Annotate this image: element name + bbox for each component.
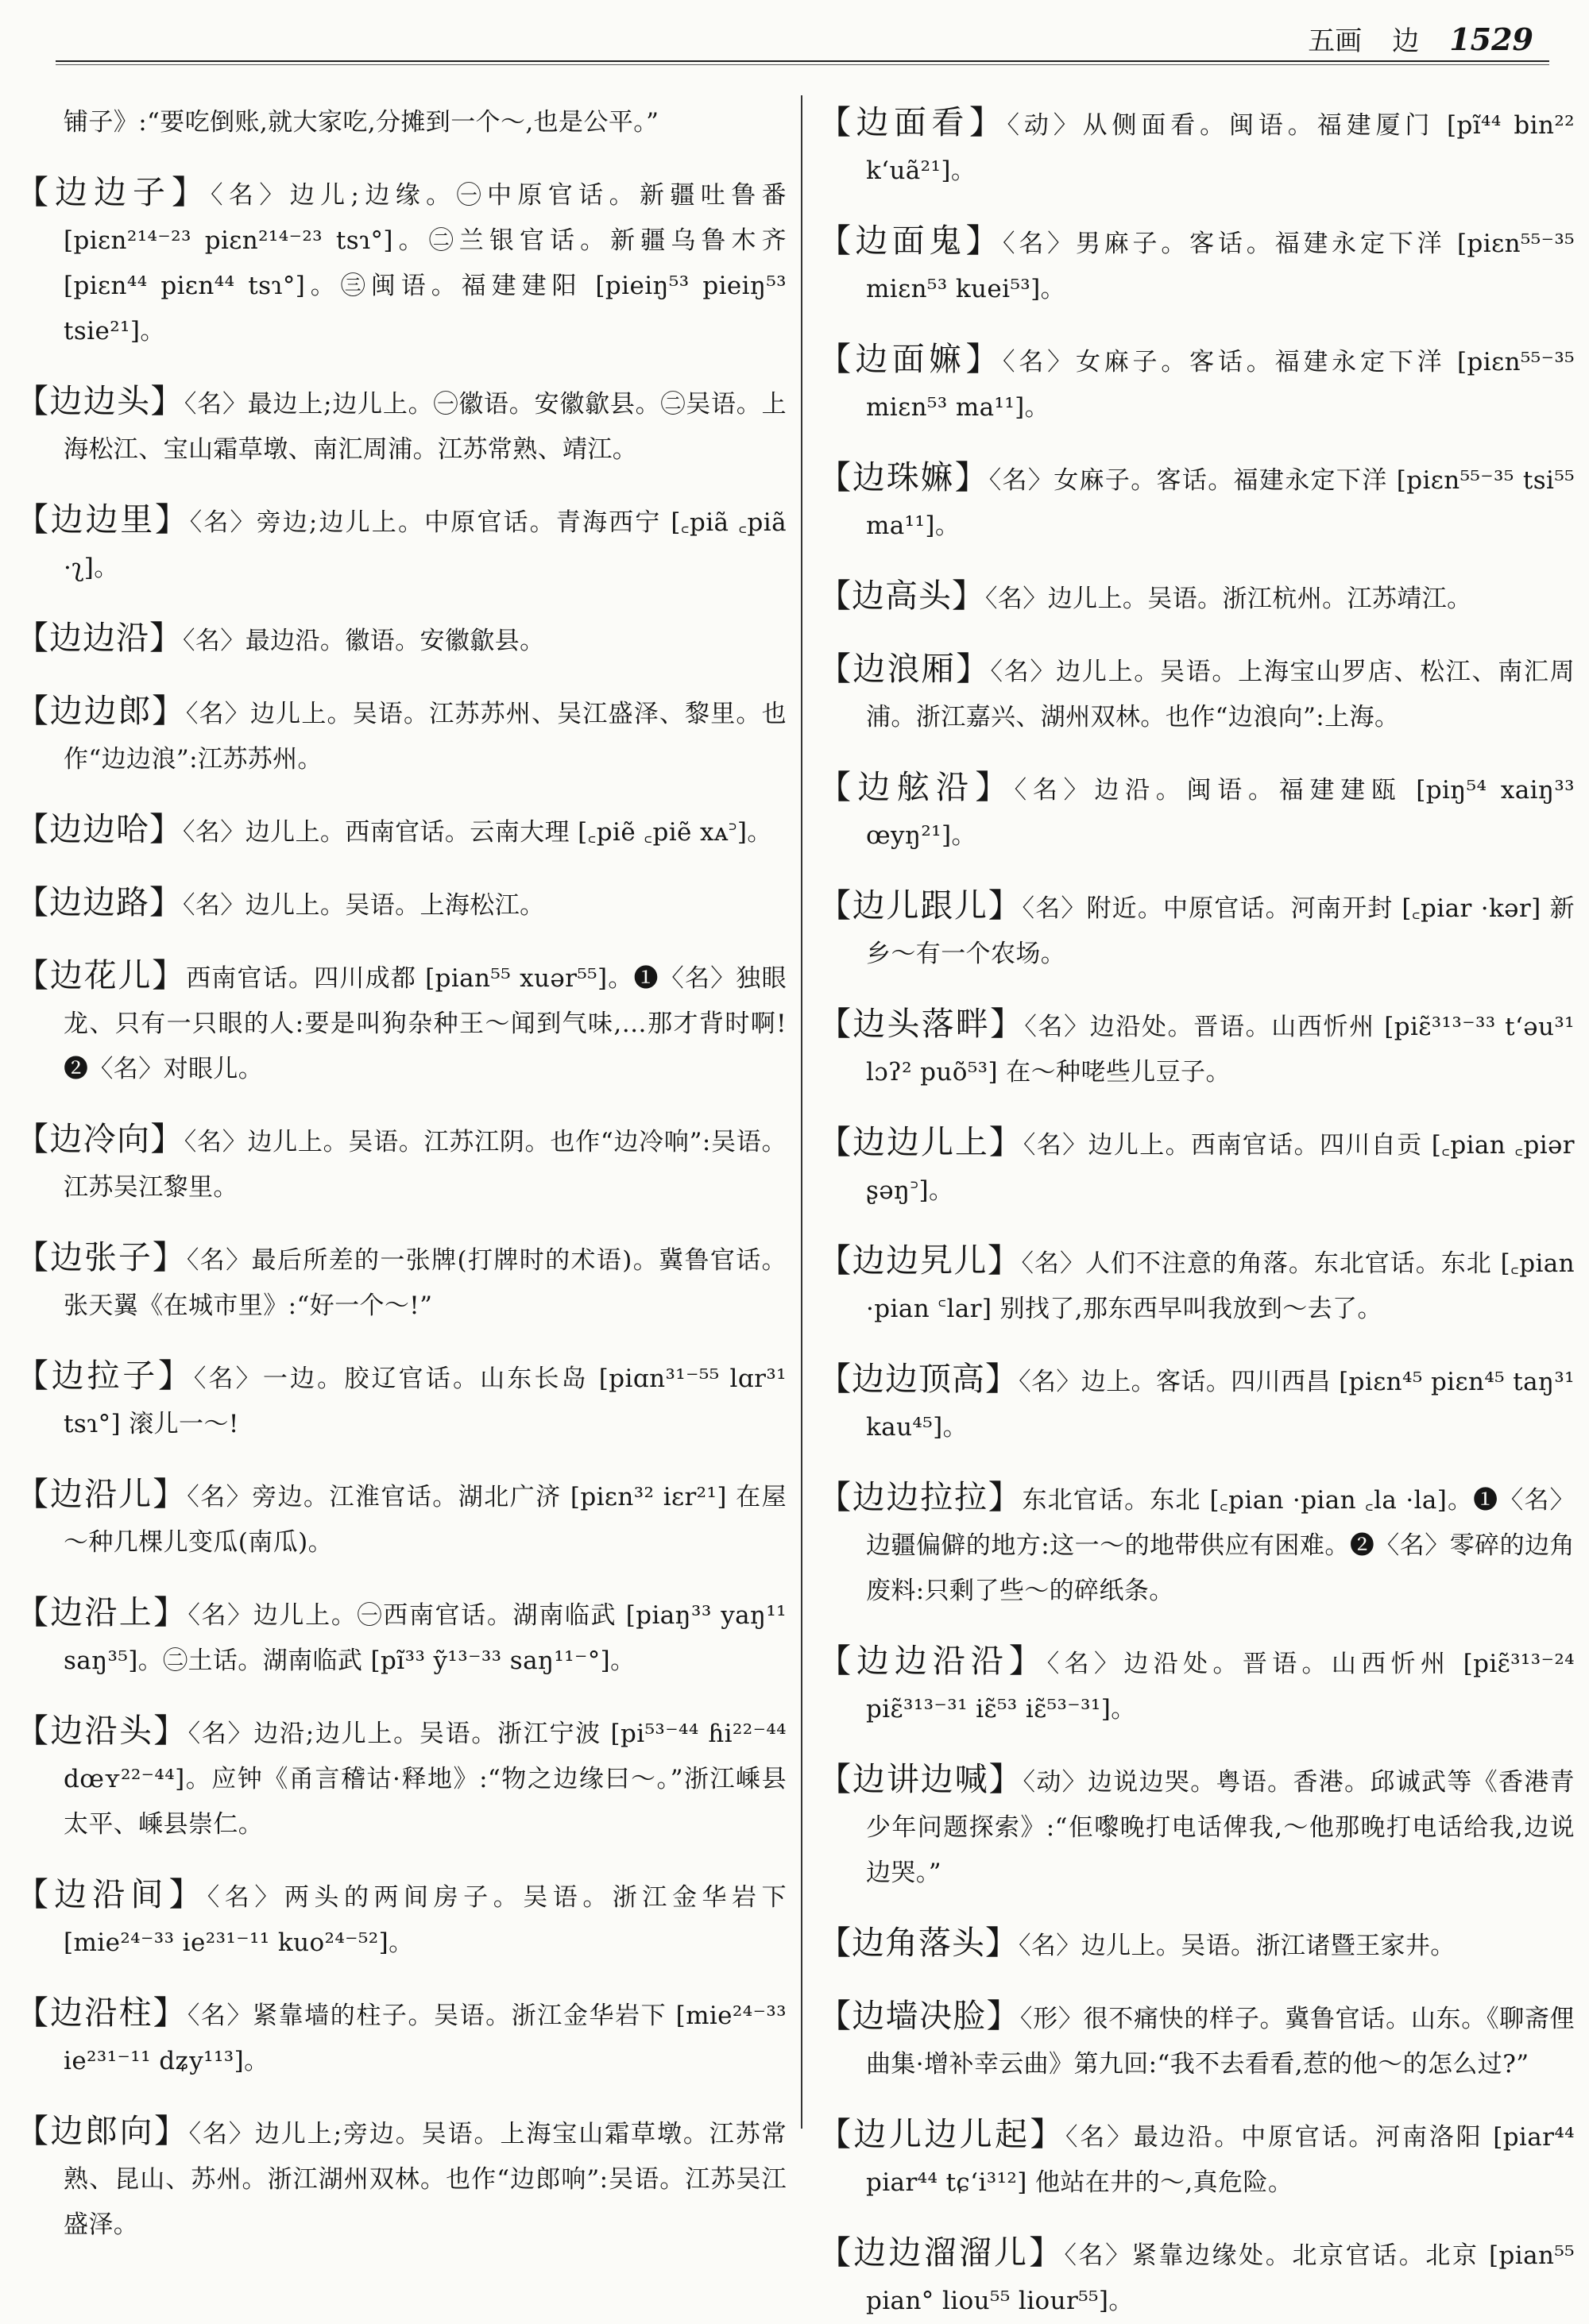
entry-headword: 【边边子】 [16,173,211,211]
dictionary-entry: 【边郎向】〈名〉边儿上;旁边。吴语。上海宝山霜草墩。江苏常熟、昆山、苏州。浙江湖州双林。也作“边郎响”:吴语。江苏吴江盛泽。 [16,2112,787,2239]
right-column [818,75,1575,2315]
entry-headword: 【边浪厢】 [818,650,991,688]
entry-headword: 【边边旯儿】 [818,1241,1022,1280]
dictionary-entry: 【边边溜溜儿】〈名〉紧靠边缘处。北京官话。北京 [pian⁵⁵ pian° liou⁵⁵ liour⁵⁵]。 [818,2233,1575,2315]
entry-headword: 【边面鬼】 [818,222,1003,260]
dictionary-entry: 【边边头】〈名〉最边上;边儿上。㊀徽语。安徽歙县。㊁吴语。上海松江、宝山霜草墩、南汇周浦。江苏常熟、靖江。 [16,382,787,464]
dictionary-entry: 【边边路】〈名〉边儿上。吴语。上海松江。 [16,883,545,921]
dictionary-entry: 【边珠嫲】〈名〉女麻子。客话。福建永定下洋 [piɛn⁵⁵⁻³⁵ tsi⁵⁵ ma¹¹]。 [818,458,1575,540]
dictionary-entry: 【边边拉拉】东北官话。东北 [꜀pian ·pian ꜀la ·la]。❶〈名〉边疆偏僻的地方:这一～的地带供应有困难。❷〈名〉零碎的边角废料:只剩了些～的碎纸条。 [818,1478,1575,1605]
left-column [16,75,787,2239]
dictionary-entry: 【边边沿】〈名〉最边沿。徽语。安徽歙县。 [16,619,545,657]
dictionary-entry: 【边沿柱】〈名〉紧靠墙的柱子。吴语。浙江金华岩下 [mie²⁴⁻³³ ie²³¹⁻¹¹ dʑy¹¹³]。 [16,1994,787,2075]
entry-headword: 【边边溜溜儿】 [818,2233,1065,2272]
entry-headword: 【边面嫲】 [818,340,1003,378]
dictionary-entry: 【边头落畔】〈名〉边沿处。晋语。山西忻州 [piɛ̃³¹³⁻³³ tʻəu³¹ lɔʔ² puõ⁵³] 在～种咾些儿豆子。 [818,1005,1575,1087]
dictionary-entry: 【边花儿】西南官话。四川成都 [pian⁵⁵ xuər⁵⁵]。❶〈名〉独眼龙、只有一只眼的人:要是叫狗杂种王～闻到气味,…那才背时啊!❷〈名〉对眼儿。 [16,956,787,1083]
dictionary-entry: 【边边顶高】〈名〉边上。客话。四川西昌 [piɛn⁴⁵ piɛn⁴⁵ taŋ³¹ kau⁴⁵]。 [818,1360,1575,1442]
header-rule-thin [56,64,1549,65]
entry-headword: 【边面看】 [818,103,1007,141]
dictionary-entry: 【边沿上】〈名〉边儿上。㊀西南官话。湖南临武 [piaŋ³³ yaŋ¹¹ saŋ³⁵]。㊁土话。湖南临武 [pĩ³³ ỹ¹³⁻³³ saŋ¹¹⁻°]。 [16,1593,787,1675]
entry-headword: 【边边拉拉】 [818,1478,1023,1516]
entry-headword: 【边儿跟儿】 [818,886,1023,925]
dictionary-entry: 【边浪厢】〈名〉边儿上。吴语。上海宝山罗店、松江、南汇周浦。浙江嘉兴、湖州双林。也作“边浪向”:上海。 [818,650,1575,732]
dictionary-entry: 【边面嫲】〈名〉女麻子。客话。福建永定下洋 [piɛn⁵⁵⁻³⁵ miɛn⁵³ ma¹¹]。 [818,340,1575,422]
head-character: 边 [1392,25,1420,57]
dictionary-entry: 【边拉子】〈名〉一边。胶辽官话。山东长岛 [piɑn³¹⁻⁵⁵ lɑr³¹ tsɿ°] 滚儿一～! [16,1357,787,1438]
dictionary-entry: 【边沿间】〈名〉两头的两间房子。吴语。浙江金华岩下 [mie²⁴⁻³³ ie²³¹⁻¹¹ kuo²⁴⁻⁵²]。 [16,1875,787,1957]
entry-headword: 【边花儿】 [16,956,187,994]
dictionary-entry: 【边舷沿】〈名〉边沿。闽语。福建建瓯 [piŋ⁵⁴ xaiŋ³³ œyŋ²¹]。 [818,768,1575,850]
entry-headword: 【边珠嫲】 [818,458,989,496]
entry-headword: 【边边路】 [16,883,183,921]
dictionary-entry: 【边沿头】〈名〉边沿;边儿上。吴语。浙江宁波 [pi⁵³⁻⁴⁴ ɦi²²⁻⁴⁴ dœʏ²²⁻⁴⁴]。应钟《甬言稽诂·释地》:“物之边缘曰～。”浙江嵊县太平、嵊县崇仁。 [16,1712,787,1839]
dictionary-entry: 【边高头】〈名〉边儿上。吴语。浙江杭州。江苏靖江。 [818,577,1472,615]
entry-headword: 【边张子】 [16,1238,187,1276]
dictionary-entry: 【边角落头】〈名〉边儿上。吴语。浙江诸暨王家井。 [818,1924,1456,1962]
entry-headword: 【边沿儿】 [16,1475,188,1513]
dictionary-entry: 【边边沿沿】〈名〉边沿处。晋语。山西忻州 [piɛ̃³¹³⁻²⁴ piɛ̃³¹³⁻³¹ iɛ̃⁵³ iɛ̃⁵³⁻³¹]。 [818,1642,1575,1724]
dictionary-entry: 【边讲边喊】〈动〉边说边哭。粤语。香港。邱诚武等《香港青少年问题探索》:“佢嚟晚打电话俾我,～他那晚打电话给我,边说边哭。” [818,1760,1575,1887]
dictionary-entry: 【边边哈】〈名〉边儿上。西南官话。云南大理 [꜀piẽ ꜀piẽ xᴀ꜄]。 [16,810,772,848]
entry-headword: 【边舷沿】 [818,768,1015,806]
dictionary-entry: 【边儿跟儿】〈名〉附近。中原官话。河南开封 [꜀piar ·kər] 新乡～有一个农场。 [818,886,1575,968]
entry-headword: 【边角落头】 [818,1924,1019,1962]
entry-headword: 【边边顶高】 [818,1360,1019,1398]
entry-headword: 【边拉子】 [16,1357,194,1395]
dictionary-entry: 【边面看】〈动〉从侧面看。闽语。福建厦门 [pĩ⁴⁴ bin²² kʻuã²¹]。 [818,103,1575,185]
dictionary-entry: 【边沿儿】〈名〉旁边。江淮官话。湖北广济 [piɛn³² iɛr²¹] 在屋～种几棵儿变瓜(南瓜)。 [16,1475,787,1557]
dictionary-entry: 【边边儿上】〈名〉边儿上。西南官话。四川自贡 [꜀pian ꜀piər ʂəŋ꜄]。 [818,1123,1575,1205]
entry-headword: 【边儿边儿起】 [818,2115,1065,2153]
entry-headword: 【边冷向】 [16,1120,184,1158]
dictionary-entry: 【边面鬼】〈名〉男麻子。客话。福建永定下洋 [piɛn⁵⁵⁻³⁵ miɛn⁵³ kuei⁵³]。 [818,222,1575,303]
entry-headword: 【边边沿】 [16,619,183,657]
entry-headword: 【边沿间】 [16,1875,207,1913]
dictionary-entry: 【边冷向】〈名〉边儿上。吴语。江苏江阴。也作“边冷响”:吴语。江苏吴江黎里。 [16,1120,787,1202]
dictionary-entry: 【边儿边儿起】〈名〉最边沿。中原官话。河南洛阳 [piar⁴⁴ piar⁴⁴ tɕʻi³¹²] 他站在井的～,真危险。 [818,2115,1575,2197]
running-head [1308,19,1533,58]
entry-headword: 【边沿头】 [16,1712,188,1750]
dictionary-entry: 【边边郎】〈名〉边儿上。吴语。江苏苏州、吴江盛泽、黎里。也作“边边浪”:江苏苏州。 [16,692,787,774]
header-rule [56,60,1549,62]
dictionary-entry: 【边张子】〈名〉最后所差的一张牌(打牌时的术语)。冀鲁官话。张天翼《在城市里》:“好一个～!” [16,1238,787,1320]
column-divider [801,95,802,2129]
entry-headword: 【边沿柱】 [16,1994,188,2032]
section-label: 五画 [1308,25,1363,57]
dictionary-entry: 铺子》:“要吃倒账,就大家吃,分摊到一个～,也是公平。” [64,108,659,137]
dictionary-entry: 【边边旯儿】〈名〉人们不注意的角落。东北官话。东北 [꜀pian ·pian ꜂lar] 别找了,那东西早叫我放到～去了。 [818,1241,1575,1323]
entry-headword: 【边边里】 [16,500,190,539]
dictionary-entry: 【边边里】〈名〉旁边;边儿上。中原官话。青海西宁 [꜀piã ꜀piã ·ʅ]。 [16,500,787,582]
entry-headword: 【边边沿沿】 [818,1642,1047,1680]
entry-headword: 【边高头】 [818,577,985,615]
entry-headword: 【边边头】 [16,382,184,420]
entry-headword: 【边头落畔】 [818,1005,1025,1043]
entry-headword: 【边讲边喊】 [818,1760,1023,1798]
entry-headword: 【边墙决脸】 [818,1997,1020,2035]
dictionary-entry: 【边墙决脸】〈形〉很不痛快的样子。冀鲁官话。山东。《聊斋俚曲集·增补幸云曲》第九回:“我不去看看,惹的他～的怎么过?” [818,1997,1575,2079]
entry-headword: 【边边郎】 [16,692,186,730]
dictionary-entry: 【边边子】〈名〉边儿;边缘。㊀中原官话。新疆吐鲁番 [piɛn²¹⁴⁻²³ piɛn²¹⁴⁻²³ tsɿ°]。㊁兰银官话。新疆乌鲁木齐 [piɛn⁴⁴ piɛn⁴⁴ tsɿ°]。㊂闽语。福建建阳 [pieiŋ⁵³ pieiŋ⁵³ tsie²¹]。 [16,173,787,346]
entry-headword: 【边沿上】 [16,1593,188,1631]
page-number: 1529 [1449,21,1533,57]
entry-headword: 【边郎向】 [16,2112,189,2150]
entry-headword: 【边边儿上】 [818,1123,1023,1161]
entry-headword: 【边边哈】 [16,810,183,848]
